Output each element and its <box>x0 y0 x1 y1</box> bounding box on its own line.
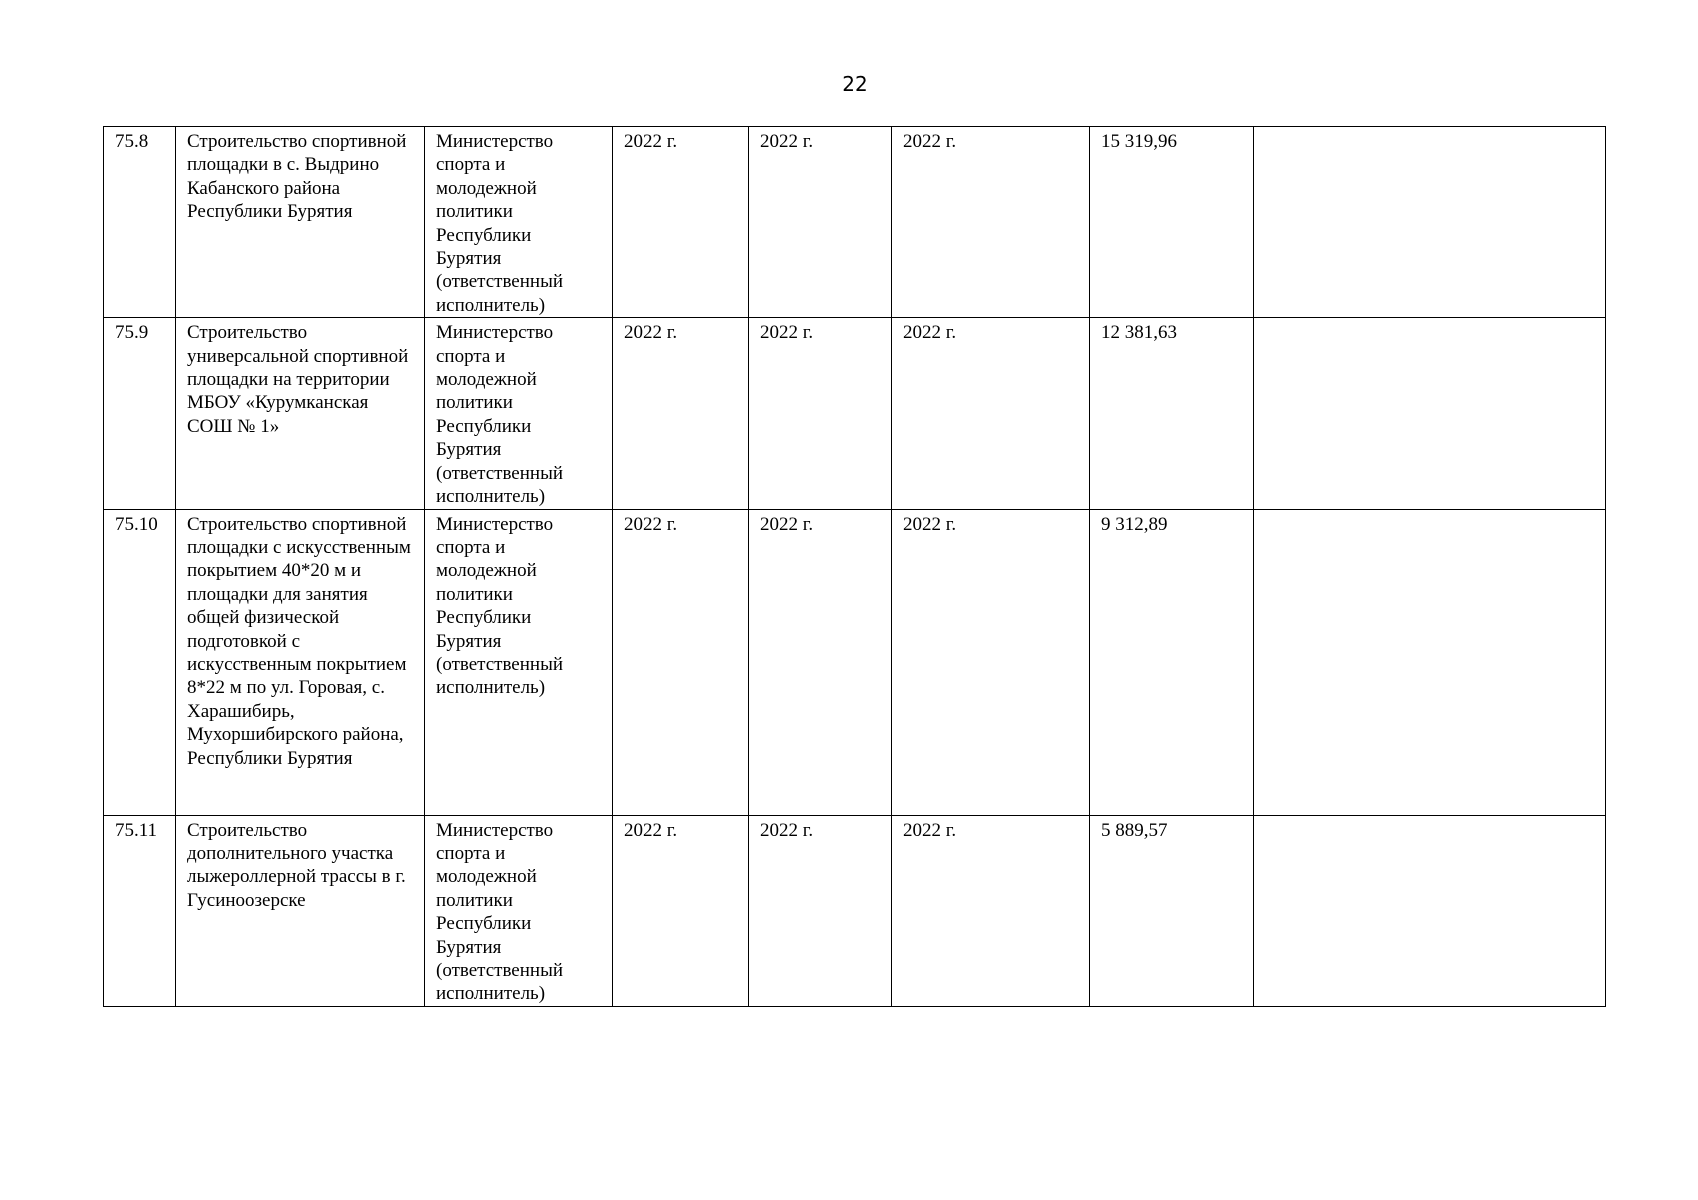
note-cell <box>1254 815 1606 1006</box>
row-number: 75.10 <box>104 509 176 815</box>
executor: Министерство спорта и молодежной политики Республики Бурятия (ответственный исполнитель) <box>425 318 613 509</box>
year-cell-1: 2022 г. <box>613 318 749 509</box>
row-number: 75.8 <box>104 127 176 318</box>
table-row <box>104 509 1606 815</box>
measure-name: Строительство спортивной площадки в с. Выдрино Кабанского района Республики Бурятия <box>176 127 425 318</box>
executor: Министерство спорта и молодежной политики Республики Бурятия (ответственный исполнитель) <box>425 509 613 815</box>
year-cell-3: 2022 г. <box>892 127 1090 318</box>
note-cell <box>1254 127 1606 318</box>
amount: 9 312,89 <box>1090 509 1254 815</box>
year-cell-1: 2022 г. <box>613 509 749 815</box>
year-cell-2: 2022 г. <box>749 127 892 318</box>
amount: 5 889,57 <box>1090 815 1254 1006</box>
year-cell-2: 2022 г. <box>749 509 892 815</box>
note-cell <box>1254 509 1606 815</box>
measure-name: Строительство спортивной площадки с искусственным покрытием 40*20 м и площадки для занятия общей физической подготовкой с искусственным покрытием 8*22 м по ул. Горовая, с. Харашибирь, Мухоршибирского района, Республики Бурятия <box>176 509 425 815</box>
year-cell-2: 2022 г. <box>749 318 892 509</box>
measures-table <box>103 126 1606 1007</box>
table-row <box>104 318 1606 509</box>
row-number: 75.9 <box>104 318 176 509</box>
year-cell-3: 2022 г. <box>892 318 1090 509</box>
year-cell-1: 2022 г. <box>613 127 749 318</box>
measure-name: Строительство универсальной спортивной площадки на территории МБОУ «Курумканская СОШ № 1» <box>176 318 425 509</box>
page-number: 22 <box>842 72 868 96</box>
amount: 15 319,96 <box>1090 127 1254 318</box>
year-cell-3: 2022 г. <box>892 509 1090 815</box>
executor: Министерство спорта и молодежной политики Республики Бурятия (ответственный исполнитель) <box>425 127 613 318</box>
row-number: 75.11 <box>104 815 176 1006</box>
measure-name: Строительство дополнительного участка лыжероллерной трассы в г. Гусиноозерске <box>176 815 425 1006</box>
amount: 12 381,63 <box>1090 318 1254 509</box>
executor: Министерство спорта и молодежной политики Республики Бурятия (ответственный исполнитель) <box>425 815 613 1006</box>
table-row <box>104 127 1606 318</box>
year-cell-3: 2022 г. <box>892 815 1090 1006</box>
year-cell-2: 2022 г. <box>749 815 892 1006</box>
year-cell-1: 2022 г. <box>613 815 749 1006</box>
note-cell <box>1254 318 1606 509</box>
table-row <box>104 815 1606 1006</box>
